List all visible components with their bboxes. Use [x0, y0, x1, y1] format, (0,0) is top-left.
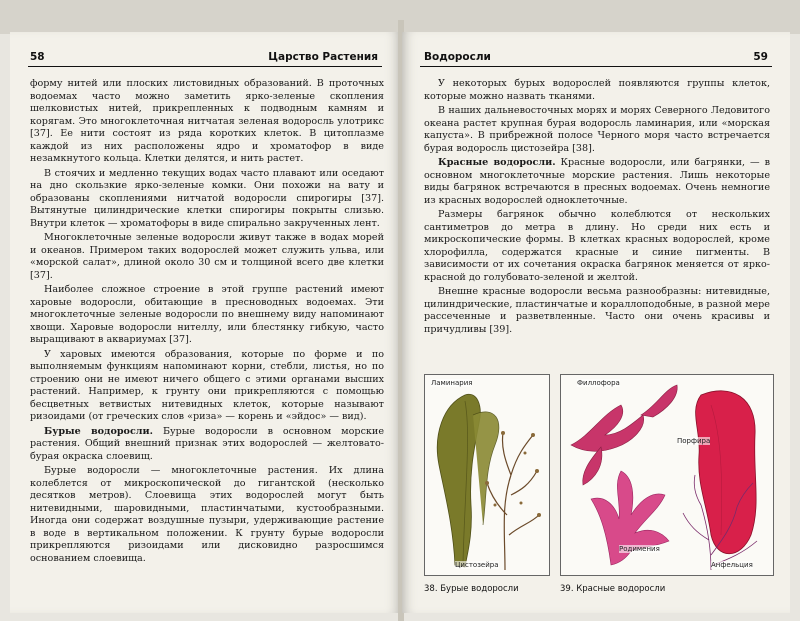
- paragraph-text: Наиболее сложное строение в этой группе растений имеют харовые водоросли, обитающие в пресноводных водоемах. Эти многоклеточные зеленые водоросли по внешнему виду напоминают хвощи. Харовые водоросли нителлу, или блестянку гибкую, часто выращивают в аквариумах [37].: [30, 284, 384, 345]
- paragraph-keyword: Красные водоросли.: [438, 157, 556, 168]
- paragraph: [424, 157, 770, 207]
- paragraph: [30, 78, 384, 166]
- paragraph: [424, 209, 770, 284]
- label-rhodymenia: Родимения: [619, 545, 660, 553]
- paragraph-text: Внешне красные водоросли весьма разнообразны: нитевидные, цилиндрические, пластинчатые и кораллоподобные, в разной мере рассеченные и разветвленные. Часто они очень красивы и причудливы [39].: [424, 286, 770, 335]
- figure-red-algae: [560, 374, 774, 576]
- label-cystoseira: Цистозейра: [455, 561, 499, 569]
- left-page-body: [30, 78, 384, 567]
- red-algae-illustration: [561, 375, 773, 575]
- paragraph-keyword: Бурые водоросли.: [44, 425, 154, 437]
- paragraph: [424, 286, 770, 336]
- right-running-head: Водоросли: [424, 51, 491, 63]
- figure-38-caption: 38. Бурые водоросли: [424, 584, 519, 594]
- figure-brown-algae: [424, 374, 550, 576]
- right-page-number: 59: [753, 51, 768, 63]
- figures-area: [424, 374, 770, 608]
- paragraph-text: Размеры багрянок обычно колеблются от нескольких сантиметров до метра в длину. Но среди них есть и микроскопические формы. В клетках красных водорослей, кроме хлорофилла, содержатся красные и синие пигменты. В зависимости от их сочетания окраска багрянок меняется от ярко-красной до голубовато-зеленой и желтой.: [424, 209, 770, 283]
- figure-39-caption: 39. Красные водоросли: [560, 584, 666, 594]
- left-page-header: [28, 50, 382, 67]
- label-laminaria: Ламинария: [431, 379, 473, 387]
- label-phyllophora: Филлофора: [577, 379, 620, 387]
- paragraph-text: В стоячих и медленно текущих водах часто плавают или оседают на дно скользкие ярко-зеленые комки. Они похожи на вату и образованы скоплениями нитчатой водоросли спирогиры [37]. Вытянутые цилиндрические клетки спирогиры покрыты слизью. Внутри клеток — хроматофоры в виде спирально закрученных лент.: [30, 167, 384, 229]
- paragraph: [424, 78, 770, 103]
- paragraph: [424, 105, 770, 155]
- paragraph-text: У харовых имеются образования, которые по форме и по выполняемым функциям напоминают корни, стебли, листья, но по строению они не имеют ничего общего с этими органами высших растений. Например, к грунту они прикрепляются с помощью бесцветных ветвистых нитевидных клеток, которые называют ризоидами (от греческих слов «риза» — корень и «эйдос» — вид).: [30, 348, 384, 422]
- right-page-body: [424, 78, 770, 338]
- left-page-number: 58: [30, 51, 45, 63]
- paragraph-text: Бурые водоросли — многоклеточные растения. Их длина колеблется от микроскопической до гигантской (несколько десятков метров). Слоевища этих водорослей могут быть нитевидными, шаровидными, пластинчатыми, кустообразными. Иногда они содержат воздушные пузыри, удерживающие растение в воде в вертикальном положении. К грунту бурые водоросли прикрепляются ризоидами или дисковидно разросшимся основанием слоевища.: [30, 465, 384, 564]
- paragraph-text: В наших дальневосточных морях и морях Северного Ледовитого океана растет крупная бурая водоросль ламинария, или «морская капуста». В прибрежной полосе Черного моря часто встречается бурая водоросль цистозейра [38].: [424, 105, 770, 154]
- paragraph: [30, 232, 384, 282]
- paragraph-text: Красные водоросли, или багрянки, — в основном многоклеточные морские растения. Лишь некоторые виды багрянок встречаются в пресных водоемах. Очень немногие из красных водорослей одноклеточные.: [424, 157, 770, 206]
- brown-algae-illustration: [425, 375, 549, 575]
- right-page-header: [420, 50, 772, 67]
- label-ahnfeltia: Анфельция: [711, 561, 753, 569]
- right-page: [402, 32, 790, 613]
- paragraph-text: Многоклеточные зеленые водоросли живут также в водах морей и океанов. Примером таких водорослей может служить ульва, или «морской салат», длиной около 30 см и толщиной всего две клетки [37].: [30, 232, 384, 281]
- left-page: [10, 32, 400, 613]
- paragraph: [30, 284, 384, 347]
- paragraph-text: Бурые водоросли в основном морские растения. Общий внешний признак этих водорослей — желтовато-бурая окраска слоевищ.: [30, 425, 385, 462]
- paragraph-text: У некоторых бурых водорослей появляются группы клеток, которые можно назвать тканями.: [424, 78, 770, 102]
- label-porphyra: Порфира: [677, 437, 711, 445]
- paragraph: [30, 349, 384, 424]
- paragraph: [30, 426, 384, 464]
- left-running-head: Царство Растения: [268, 51, 378, 63]
- paragraph: [30, 168, 384, 231]
- paragraph: [30, 465, 384, 565]
- paragraph-text: форму нитей или плоских листовидных образований. В проточных водоемах часто можно заметить ярко-зеленые скопления шелковистых нитей, прикрепленных к подводным камням и корягам. Это многоклеточная нитчатая зеленая водоросль улотрикс [37]. Ее нити состоят из ряда коротких клеток. В цитоплазме каждой из них расположены ядро и хроматофор в виде незамкнутого кольца. Клетки делятся, и нить растет.: [30, 78, 384, 164]
